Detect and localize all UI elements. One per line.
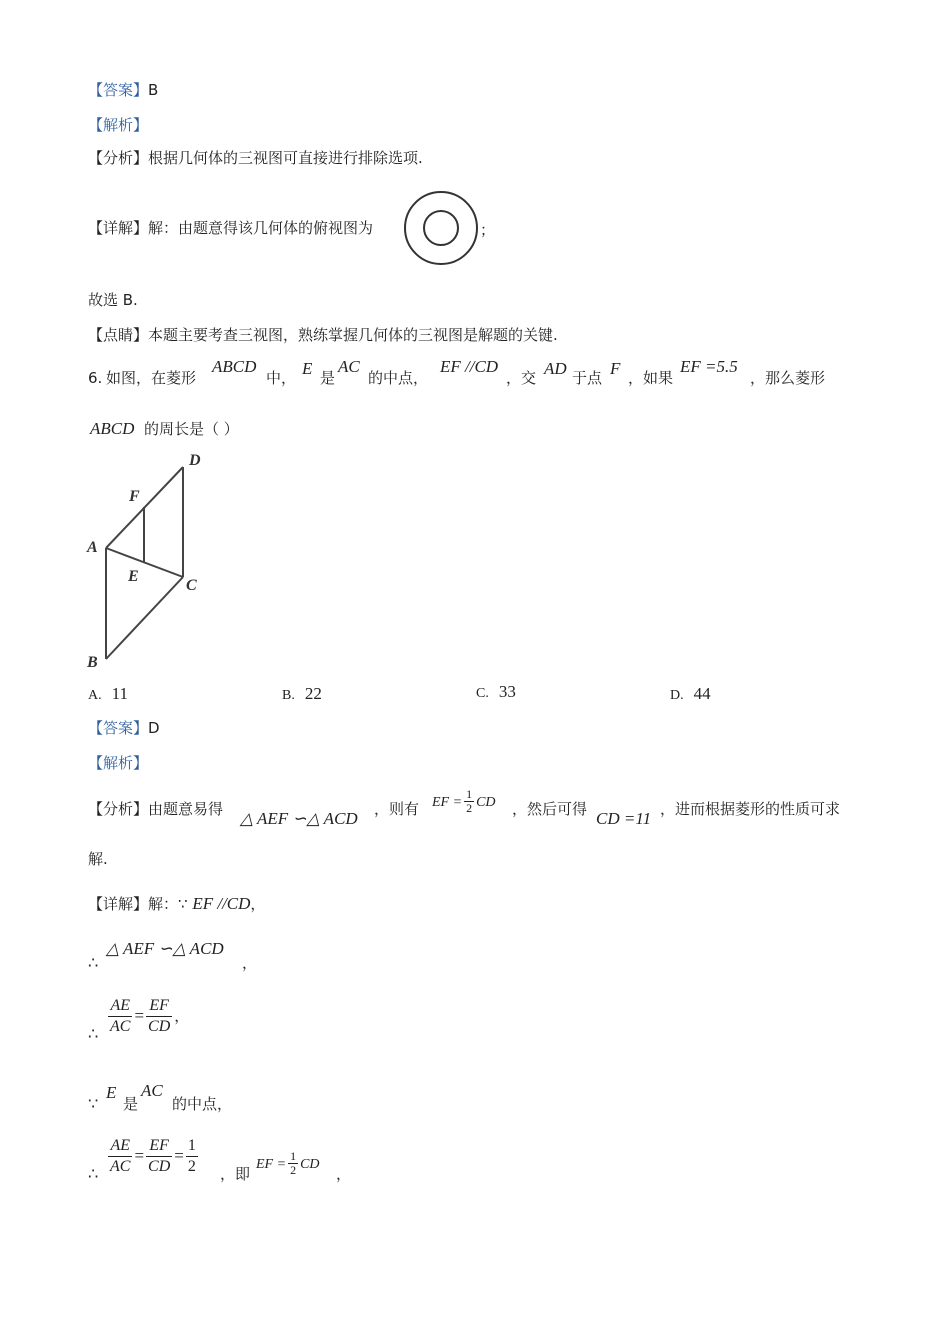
q6-t3: 是 (320, 369, 336, 387)
q6-t5: ，交 (506, 369, 537, 387)
edge-cb (106, 577, 183, 659)
r1-eq: = (134, 1006, 145, 1025)
option-c-value: 33 (498, 682, 516, 701)
fraction-ef-cd-2 (146, 1136, 172, 1177)
fenxi-tag: 【分析】 (88, 800, 149, 818)
q6-f: F (610, 359, 621, 378)
d5-one: 1 (290, 1149, 297, 1163)
q6-t7: ，如果 (628, 369, 674, 387)
therefore-2: ∴ (88, 1024, 99, 1043)
detail-d5t: ，即 (220, 1165, 251, 1183)
q6-abcd-2: ABCD (90, 419, 135, 438)
option-b-value: 22 (304, 684, 322, 703)
r2-eq1: = (134, 1146, 145, 1165)
option-d-letter: D. (670, 688, 684, 703)
detail-ef-parallel-cd: EF //CD (192, 894, 251, 913)
d5-cd: CD (300, 1157, 320, 1172)
r1-ac: AC (110, 1018, 131, 1035)
q5-detail-line (88, 217, 373, 239)
fraction-one-half (186, 1136, 198, 1177)
therefore-3: ∴ (88, 1164, 99, 1183)
label-e: E (128, 568, 139, 585)
because-1: ∵ (88, 1094, 99, 1113)
q6-detail-line1 (88, 893, 265, 915)
q6-ac: AC (338, 357, 360, 376)
q6-t6: 于点 (572, 369, 603, 387)
r1-cd: CD (148, 1018, 171, 1035)
r2-two: 2 (187, 1158, 196, 1175)
annulus-top-view-icon (402, 189, 480, 267)
q6-fenxi-2: ，则有 (374, 800, 420, 818)
option-d-value: 44 (693, 684, 711, 703)
r1-comma: ， (174, 1007, 190, 1025)
label-c: C (186, 577, 197, 594)
label-f: F (129, 488, 140, 505)
r2-eq2: = (174, 1146, 184, 1165)
q6-fenxi-5: 解. (88, 850, 108, 868)
detail-tag: 【详解】 (88, 219, 149, 237)
option-a-letter: A. (88, 688, 102, 703)
label-a: A (87, 539, 98, 556)
detail-e: E (106, 1083, 117, 1102)
detail-d2b: ， (242, 954, 258, 972)
option-b (282, 684, 322, 704)
q6-t2: 中， (266, 369, 297, 387)
q6-ad: AD (544, 359, 567, 378)
answer-value: B (148, 81, 159, 99)
dianjing-tag: 【点睛】 (88, 326, 149, 344)
r2-one: 1 (186, 1136, 198, 1157)
q6-ef-equals: EF =5.5 (680, 357, 738, 376)
q6-fenxi-4: ，进而根据菱形的性质可求 (660, 800, 841, 818)
r1-ae: AE (108, 996, 132, 1017)
ef-half-lhs: EF = (432, 795, 463, 810)
r2-cd: CD (148, 1158, 171, 1175)
ratio-line-1 (106, 996, 189, 1037)
fenxi-1: 由题意易得 (148, 800, 224, 818)
r2-ae: AE (108, 1136, 132, 1157)
q5-detail-end: ； (480, 221, 496, 239)
q6-ef-parallel-cd: EF //CD (440, 357, 499, 376)
fenxi-tag: 【分析】 (88, 149, 149, 167)
q6-fenxi-3: ，然后可得 (512, 800, 588, 818)
q6-fenxi-start (88, 798, 223, 820)
q6-abcd: ABCD (212, 357, 257, 376)
detail-similar: △ AEF ∽△ ACD (106, 939, 224, 958)
detail-tag: 【详解】 (88, 895, 149, 913)
therefore-1: ∴ (88, 953, 99, 972)
fraction-ef-cd (146, 996, 172, 1037)
q5-answer-line (88, 79, 158, 101)
q6-fenxi-ef-half (432, 788, 496, 815)
q6-e: E (302, 359, 313, 378)
detail-d1a: 解：∵ (148, 895, 193, 913)
detail-ef-half (256, 1150, 320, 1177)
q6-t8: ，那么菱形 (750, 369, 826, 387)
r2-ef: EF (146, 1136, 172, 1157)
detail-d4t1: 是 (123, 1095, 139, 1113)
half-num: 1 (466, 787, 473, 801)
half-den: 2 (466, 801, 473, 815)
r2-ac: AC (110, 1158, 131, 1175)
d5-two: 2 (290, 1163, 297, 1177)
q6-t4: 的中点， (368, 369, 429, 387)
q5-analysis-tag: 【解析】 (88, 116, 149, 134)
dianjing-text: 本题主要考查三视图，熟练掌握几何体的三视图是解题的关键. (148, 326, 558, 344)
q6-answer-line (88, 717, 160, 739)
detail-d5-end: ， (336, 1165, 352, 1183)
fenxi-text: 根据几何体的三视图可直接进行排除选项. (148, 149, 423, 167)
ratio-line-2 (106, 1136, 200, 1177)
d5-ef: EF = (256, 1157, 287, 1172)
rhombus-figure (80, 445, 220, 675)
label-b: B (87, 654, 98, 671)
fraction-ae-ac-2 (108, 1136, 132, 1177)
q6-fenxi-similar: △ AEF ∽△ ACD (240, 809, 358, 828)
detail-d1b: ， (250, 895, 266, 913)
option-c-letter: C. (476, 686, 489, 701)
half-cd: CD (476, 795, 496, 810)
answer-value: D (148, 719, 160, 737)
d5-half-fraction (288, 1150, 298, 1177)
q6-fenxi-cd-eq: CD =11 (596, 809, 652, 828)
q5-fenxi-line (88, 147, 423, 169)
detail-d4t2: 的中点， (172, 1095, 233, 1113)
half-fraction (464, 788, 474, 815)
q5-choose: 故选 B. (88, 291, 138, 309)
r1-ef: EF (146, 996, 172, 1017)
answer-tag: 【答案】 (88, 81, 149, 99)
option-c (476, 682, 516, 702)
detail-ac: AC (141, 1081, 163, 1100)
fraction-ae-ac (108, 996, 132, 1037)
q6-analysis-tag: 【解析】 (88, 754, 149, 772)
option-d (670, 684, 711, 704)
answer-tag: 【答案】 (88, 719, 149, 737)
q6-t1: 如图，在菱形 (106, 369, 197, 387)
option-a-value: 11 (111, 684, 128, 703)
option-b-letter: B. (282, 688, 295, 703)
detail-text: 解：由题意得该几何体的俯视图为 (148, 219, 374, 237)
option-a (88, 684, 128, 704)
q6-number: 6. (88, 369, 103, 387)
label-d: D (189, 452, 201, 469)
q5-dianjing-line (88, 324, 558, 346)
q6-t9: 的周长是（ ） (144, 420, 239, 438)
